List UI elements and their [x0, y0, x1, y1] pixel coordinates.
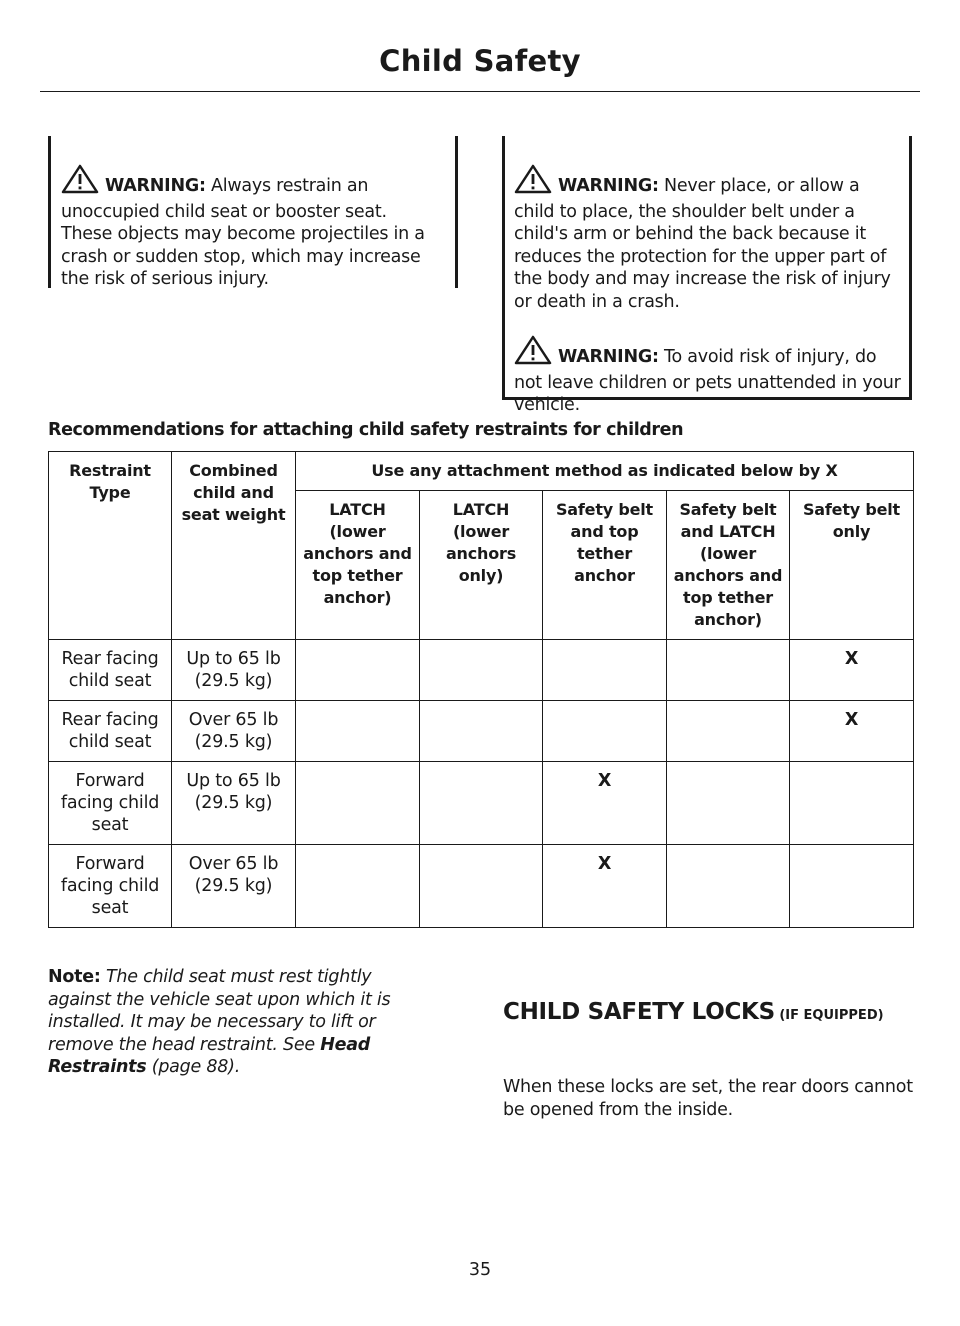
note-paragraph: [48, 966, 438, 1079]
page-title: Child Safety: [379, 44, 581, 78]
warning-triangle-icon: [61, 164, 99, 201]
table-caption: Recommendations for attaching child safety restraints for children: [48, 420, 684, 440]
cell-mark: X: [543, 845, 667, 928]
cell-weight: Over 65 lb (29.5 kg): [172, 701, 296, 762]
cell-mark: [420, 701, 543, 762]
cell-restraint: Rear facing child seat: [49, 640, 172, 701]
cell-mark: X: [790, 640, 914, 701]
cell-weight: Up to 65 lb (29.5 kg): [172, 640, 296, 701]
cell-mark: [667, 701, 790, 762]
page-number: 35: [468, 1260, 492, 1280]
note-label: Note:: [48, 967, 101, 987]
warning-shoulder-belt: [514, 164, 901, 313]
cell-weight: Up to 65 lb (29.5 kg): [172, 762, 296, 845]
cell-mark: X: [790, 701, 914, 762]
warning-unattended: [514, 335, 901, 417]
header-restraint-type: Restraint Type: [49, 452, 172, 640]
header-method-latch-tether: LATCH (lower anchors and top tether anchor): [296, 491, 420, 640]
cell-mark: [296, 701, 420, 762]
warning-triangle-icon: [514, 335, 552, 372]
warning-box-right: [502, 136, 912, 415]
cell-mark: X: [543, 762, 667, 845]
header-combined-weight: Combined child and seat weight: [172, 452, 296, 640]
note-page-ref: (page 88).: [146, 1057, 241, 1077]
warning-restrain-unoccupied: [61, 164, 441, 291]
header-attachment-group: Use any attachment method as indicated below by X: [296, 452, 914, 491]
child-safety-locks-body: When these locks are set, the rear doors cannot be opened from the inside.: [503, 1077, 913, 1120]
cell-mark: [420, 845, 543, 928]
table-row: [49, 762, 914, 845]
cell-restraint: Rear facing child seat: [49, 701, 172, 762]
header-method-belt-tether: Safety belt and top tether anchor: [543, 491, 667, 640]
cell-mark: [790, 762, 914, 845]
table-row: [49, 845, 914, 928]
cell-mark: [420, 640, 543, 701]
cell-mark: [296, 640, 420, 701]
cell-mark: [790, 845, 914, 928]
cell-mark: [296, 845, 420, 928]
warning-text: Never place, or allow a child to place, the shoulder belt under a child's arm or behind the back because it reduces the protection for the upper part of the body and may increase the risk of injury or death in a crash.: [514, 176, 891, 312]
cell-mark: [667, 845, 790, 928]
cell-mark: [543, 701, 667, 762]
warning-label: WARNING:: [558, 347, 659, 367]
restraint-table: [48, 451, 914, 928]
warning-text: Always restrain an unoccupied child seat or booster seat. These objects may become projectiles in a crash or sudden stop, which may increase the risk of serious injury.: [61, 176, 425, 289]
cell-mark: [667, 762, 790, 845]
table-header-row: [49, 452, 914, 491]
warning-label: WARNING:: [105, 176, 206, 196]
cell-mark: [543, 640, 667, 701]
section-heading-text: CHILD SAFETY LOCKS: [503, 999, 775, 1025]
header-method-latch-only: LATCH (lower anchors only): [420, 491, 543, 640]
warning-text: To avoid risk of injury, do not leave children or pets unattended in your vehicle.: [514, 347, 901, 415]
cell-weight: Over 65 lb (29.5 kg): [172, 845, 296, 928]
cell-restraint: Forward facing child seat: [49, 762, 172, 845]
header-divider: [40, 91, 920, 92]
section-heading-child-safety-locks: [503, 986, 923, 1042]
table-row: [49, 701, 914, 762]
warning-box-left: [48, 136, 458, 288]
head-restraints-link[interactable]: Head Restraints: [48, 1034, 371, 1077]
cell-mark: [296, 762, 420, 845]
cell-mark: [420, 762, 543, 845]
note-text: The child seat must rest tightly against the vehicle seat upon which it is installed. It may be necessary to lift or remove the head restraint. See: [48, 967, 391, 1055]
cell-restraint: Forward facing child seat: [49, 845, 172, 928]
warning-triangle-icon: [514, 164, 552, 201]
header-method-belt-latch: Safety belt and LATCH (lower anchors and top tether anchor): [667, 491, 790, 640]
header-method-belt-only: Safety belt only: [790, 491, 914, 640]
table-row: [49, 640, 914, 701]
cell-mark: [667, 640, 790, 701]
warning-label: WARNING:: [558, 176, 659, 196]
section-heading-qualifier: (IF EQUIPPED): [774, 1008, 884, 1023]
